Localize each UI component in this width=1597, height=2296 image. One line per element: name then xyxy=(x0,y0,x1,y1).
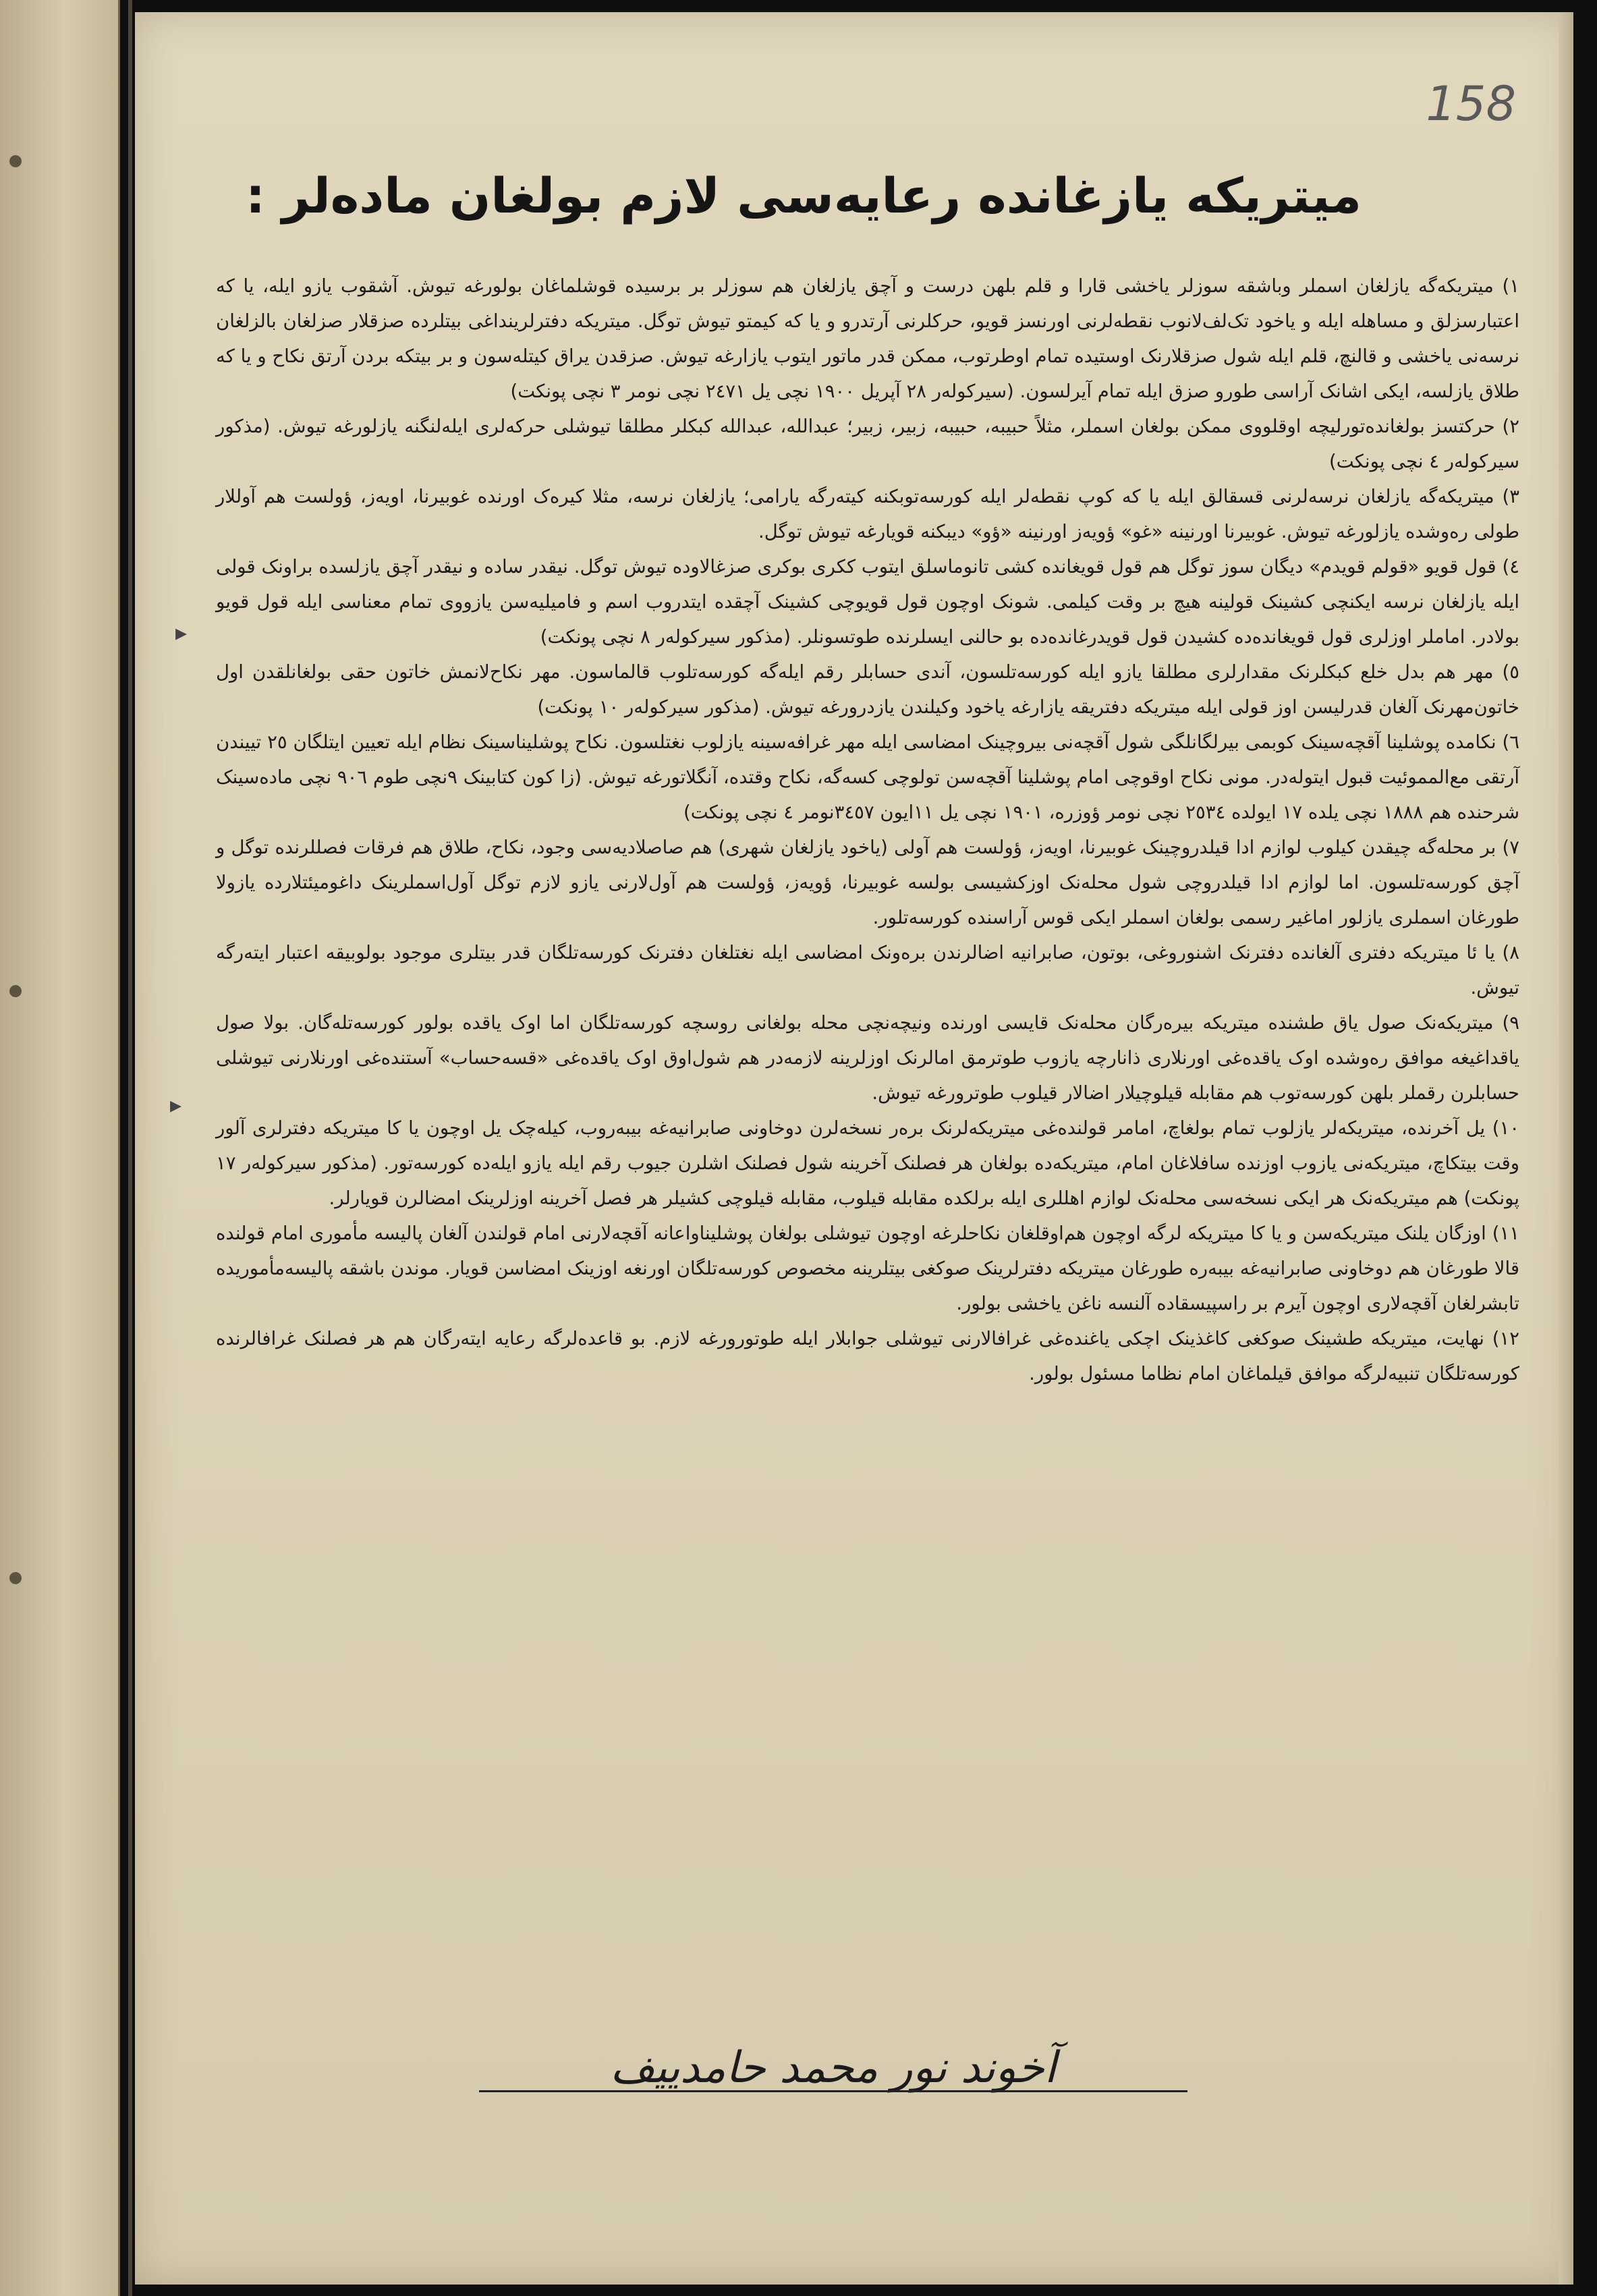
binding-hole xyxy=(9,985,22,997)
paragraph-9: ٩) میتریکه‌نک صول یاق طشنده میتریکه بیره‌رگان محله‌نک قایسی اورنده ونیچه‌نچی محله بولغانی روسچه کورسه‌تلگان اما اوک یاقده بولور کورسه‌تله‌گان. بولا صول یاقداغیغه موافق ره‌وشده اوک یاقده‌غی اورنلارى ذانارچه یازوب طوترمق امالرنک اوزلرینه لازمه‌در هم شول‌اوق اوک یاقده‌غی «قسه‌حساب» آستنده‌غی اورنلارنی تیوشلی حسابلرن رقملر بلهن کورسه‌توب هم مقابله قیلوچیلار اضالار قیلوب طوترورغه تیوش. xyxy=(216,1012,1519,1104)
page-edge xyxy=(1559,12,1573,2285)
binding-line xyxy=(128,0,132,2296)
binding-hole xyxy=(9,1572,22,1584)
signature-underline xyxy=(479,2090,1187,2092)
paragraph-11: ١١) اوزگان یلنک میتریکه‌سن و یا کا میتریکه لرگه اوچون هم‌اوقلغان نکاحلرغه اوچون تیوشلی بولغان پوشلیناواعانه آقچه‌لارنی امام قولندن آلغان پالیسه مأموری امام قولنده قالا طورغان هم دوخاونی صابرانیه‌غه بیبه‌ره طورغان میتریکه دفترلرینک صوکغی بیتلرینه مخصوص کورسه‌تلگان اورنغه اوزینک امضاسن قویار. موندن باشقه پالیسه‌مأموریده تابشرلغان آقچه‌لاری اوچون آیرم بر راسپیسقاده آلنسه ناغن یاخشی بولور. xyxy=(216,1223,1519,1314)
signature: آخوند نور محمد حامدییف xyxy=(610,2043,1057,2093)
paragraph-7: ٧) بر محله‌گه چیقدن کیلوب لوازم ادا قیلدروچینک غوبیرنا، اویه‌ز، ؤولست هم آولی (یاخود یازلغان شهری) هم صاصلادیه‌سی وجود، نکاح، طلاق هم فرقات فصللرنده توگل و آچق کورسه‌تلسون. اما لوازم ادا قیلدروچی شول محله‌نک اوزکشیسی بولسه غوبیرنا، ؤویه‌ز، ؤولست هم آول‌لارنی یازو لازم توگل آول‌اسملرینک داغومیئتلارده یازولا طورغان اسملری یازلور اماغیر رسمی بولغان اسملر ایکی قوس آراسنده کورسه‌تلور. xyxy=(216,837,1519,928)
binding-hole xyxy=(9,155,22,167)
margin-arrow-icon: ▸ xyxy=(175,619,188,646)
paragraph-8: ٨) یا ئا میتریکه دفتری آلغانده دفترنک اشنوروغی، بوتون، صابرانیه اضالرندن بره‌ونک امضاسی ایله نغتلغان دفترنک کورسه‌تلگان قدر بیتلری موجود بولوبیقه اعتبار ایته‌رگه تیوش. xyxy=(216,942,1519,999)
paragraph-10: ١٠) یل آخرنده، میتریکه‌لر یازلوب تمام بولغاچ، امامر قولنده‌غی میتریکه‌لرنک بره‌ر نسخه‌لرن دوخاونی صابرانیه‌غه بیبه‌روب، کیله‌چک یل اوچون یا کا میتریکه دفترلری آلور وقت بیتکاچ، میتریکه‌نی یازوب اوزنده سافلاغان امام، میتریکه‌ده بولغان هر فصلنک آخرینه شول فصلنک اشلرن جیوب رقم ایله یازو ایله‌ده کورسه‌تور. (مذکور سیرکوله‌ر ١٧ پونکت) هم میتریکه‌نک هر ایکی نسخه‌سی محله‌نک لوازم اهللری ایله برلکده مقابله قیلوب، مقابله قیلوچی کشیلر هر فصل آخرینه اوزلرینک امضالرن قویارلر. xyxy=(216,1117,1519,1209)
document-body xyxy=(216,269,1519,1391)
paragraph-4: ٤) قول قویو «قولم قویدم» دیگان سوز توگل هم قول قویغانده کشی تانوماسلق ایتوب ککری بوکری صزغالاوده تیوش توگل. نیقدر ساده و نیقدر آچق یازلسده براونک قولی ایله یازلغان نرسه ایکنچی کشینک قولینه هیچ بر وقت کیلمی. شونک اوچون قول قویوچی کشینک آچقده ایتدروب اسم و فامیلیه‌سن یازووی تمام معناسی ایله قول قویو بولادر. اماملر اوزلری قول قویغانده‌ده کشیدن قول قویدرغانده‌ده بو حالنی ایسلرنده طوتسونلر. (مذکور سیرکوله‌ر ٨ نچی پونکت) xyxy=(216,556,1519,648)
paragraph-5: ٥) مهر هم بدل خلع کبکلرنک مقدارلری مطلقا یازو ایله کورسه‌تلسون، آندی حسابلر رقم ایله‌گه کورسه‌تلوب قالماسون. مهر نکاح‌لانمش خاتون حقی بولغانلقدن اول خاتون‌مهرنک آلغان قدرلیسن اوز قولی ایله میتریکه دفتریقه یازارغه یاخود وکیلندن یازدرورغه تیوش. (مذکور سیرکوله‌ر ١٠ پونکت) xyxy=(216,661,1519,718)
margin-arrow-icon: ▸ xyxy=(170,1092,182,1119)
previous-page-edge xyxy=(0,0,120,2296)
paragraph-12: ١٢) نهایت، میتریکه طشینک صوکغی کاغذینک اچکی یاغنده‌غی غرافالارنی تیوشلی جوابلار ایله طوتورورغه لازم. بو قاعده‌لرگه رعایه ایته‌رگان هم هر فصلنک غرافالرنده کورسه‌تلگان تنبیه‌لرگه موافق قیلماغان امام نظاما مسئول بولور. xyxy=(216,1328,1519,1384)
page-title: میتریکه یازغانده رعایه‌سی لازم بولغان ماده‌لر : xyxy=(246,167,1362,224)
paragraph-6: ٦) نکامده پوشلینا آقچه‌سینک کوبمی بیرلگانلگی شول آقچه‌نی بیروچینک امضاسی ایله مهر غرافه‌سینه یازلوب نغتلسون. نکاح پوشلیناسینک نظام ایله تعیین ایتلگان ٢٥ تییندن آرتقی مع‌المموئیت قبول ایتوله‌در. مونی نکاح اوقوچی امام پوشلینا آقچه‌سن تولوچی کسه‌گه، نکاح وقتده، آنگلاتورغه تیوش. (زا کون کتابینک ٩نچی طوم ٩٠٦ نچی ماده‌سینک شرحنده هم ١٨٨٨ نچی یلده ١٧ ایولده ٢٥٣٤ نچی نومر ؤوزره، ١٩٠١ نچی یل ١١ایون ٣٤٥٧نومر ٤ نچی پونکت) xyxy=(216,731,1520,823)
paragraph-1: ١) میتریکه‌گه یازلغان اسملر وباشقه سوزلر یاخشی قارا و قلم بلهن درست و آچق یازلغان هم سوزلر بر برسیده قوشلماغان بولورغه تیوش. آشقوب یازو ایله، یا که اعتبارسزلق و مساهله ایله و یاخود تک‌لف‌لانوب نقطه‌لرنی اورنسز قویو، حرکلرنی آرتدرو و یا که کیمتو تیوش توگل. میتریکه دفترلرینداغی بیتلرده صزقلار صزلغان بالزلغان نرسه‌نی یاخشی و قالنچ، قلم ایله شول صزقلارنک اوستیده تمام اوطرتوب، ممکن قدر ماتور ایتوب یازارغه تیوش. صزقدن یراق کیتله‌سون و بر بیتکه بردن آرتق نکاح و یا که طلاق یازلسه، ایکی اشانک آراسی طورو صزق ایله تمام آیرلسون. (سیرکوله‌ر ٢٨ آپریل ١٩٠٠ نچی یل ٢٤٧١ نچی نومر ٣ نچی پونکت) xyxy=(216,275,1519,402)
page-number: 158 xyxy=(1426,76,1516,132)
document-page xyxy=(135,12,1573,2285)
paragraph-3: ٣) میتریکه‌گه یازلغان نرسه‌لرنی قسقالق ایله یا که کوپ نقطه‌لر ایله کورسه‌توبکنه کیته‌رگه یارامی؛ یازلغان نرسه، مثلا کیره‌ک اورنده غوبیرنا، اویه‌ز، ؤولست هم آوللار طولی ره‌وشده یازلورغه تیوش. غوبیرنا اورنینه «غو» ؤویه‌ز اورنینه «ؤو» دیبکنه قویارغه تیوش توگل. xyxy=(216,486,1519,542)
paragraph-2: ٢) حرکتسز بولغانده‌تورلیچه اوقلووی ممکن بولغان اسملر، مثلاً حبیبه، حبیبه، زبیر، زبیر؛ عبدالله، عبدالله کبکلر مطلقا تیوشلی حرکه‌لری ایله‌لنگنه یازلورغه تیوش. (مذکور سیرکوله‌ر ٤ نچی پونکت) xyxy=(216,416,1519,472)
